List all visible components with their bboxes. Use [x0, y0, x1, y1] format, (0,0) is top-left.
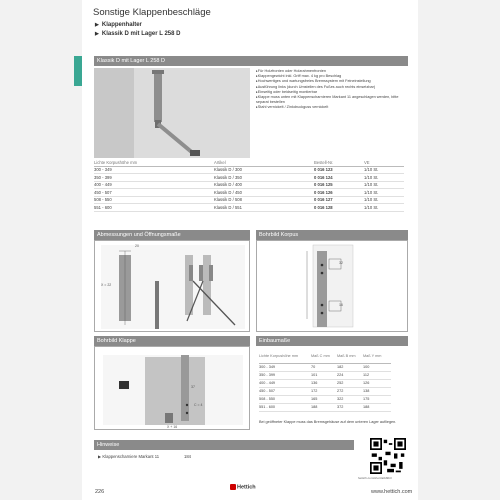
cell: 172: [311, 387, 337, 395]
arrow-icon: ▶: [98, 454, 103, 459]
feature-item: ▸ Für Holzfronten oder Holzrahmenfronten: [256, 69, 412, 74]
cell: 188: [311, 403, 337, 411]
cell: 1/10 St.: [364, 196, 404, 204]
cell: Klassik D / 508: [214, 196, 314, 204]
feature-list: [256, 69, 412, 111]
table-row: [259, 363, 391, 371]
cell: 188: [363, 403, 391, 411]
order-number: 0 016 125: [314, 181, 364, 189]
table-row: [94, 174, 404, 182]
cell: 175: [363, 395, 391, 403]
cell: 136: [311, 379, 337, 387]
col-header: Artikel: [214, 160, 314, 166]
feature-item: ▸ Klappe muss unten mit Klappenscharnieren Markant 11 angeschlagen werden, bitte separat bestellen: [256, 95, 412, 105]
dimensions-drawing: [95, 241, 251, 333]
dimensions-panel: [94, 240, 250, 332]
feature-item: ▸ Klappengewicht inkl. Griff max. 4 kg pro Beschlag: [256, 74, 412, 79]
order-number: 0 016 124: [314, 174, 364, 182]
table-row: [94, 189, 404, 197]
breadcrumb-2-label: Klassik D mit Lager L 258 D: [101, 31, 181, 37]
section-bar-korpus: Bohrbild Korpus: [256, 230, 408, 240]
cell: 1/10 St.: [364, 204, 404, 212]
cell: 1/10 St.: [364, 174, 404, 182]
cell: 350 - 399: [259, 371, 311, 379]
cell: 1/10 St.: [364, 166, 404, 174]
cell: 138: [363, 387, 391, 395]
cell: 322: [337, 395, 363, 403]
arrow-icon: ▶: [95, 31, 99, 37]
order-number: 0 016 123: [314, 166, 364, 174]
cell: 372: [337, 403, 363, 411]
section-bar-dimensions: Abmessungen und Öffnungsmaße: [94, 230, 250, 240]
klappe-drawing: [95, 347, 251, 431]
cell: 450 - 507: [94, 189, 214, 197]
cell: Klassik D / 350: [214, 174, 314, 182]
table-row: [259, 379, 391, 387]
dim-x16: X + 16: [167, 425, 178, 429]
cell: 112: [363, 371, 391, 379]
table-header-row: [259, 354, 391, 363]
cell: 252: [337, 379, 363, 387]
stay-illustration: [94, 68, 250, 158]
dim-16: 16: [339, 303, 343, 307]
cell: 508 - 550: [94, 196, 214, 204]
feature-item: ▸ Ausführung links (durch Umstellen des Fußes auch rechts einsetzbar): [256, 85, 412, 90]
table-row: [259, 371, 391, 379]
col-header: Maß B mm: [337, 354, 363, 363]
cell: 508 - 550: [259, 395, 311, 403]
hint-link[interactable]: Klappenscharniere Markant 11: [102, 454, 160, 459]
cell: 70: [311, 363, 337, 371]
hint-page-ref: 184: [184, 454, 191, 459]
cell: 400 - 449: [94, 181, 214, 189]
brand-logo: [230, 484, 256, 490]
breadcrumb-1-label: Klappenhalter: [101, 22, 142, 28]
cell: 551 - 600: [259, 403, 311, 411]
cell: 272: [337, 387, 363, 395]
cell: 350 - 399: [94, 174, 214, 182]
product-bar: Klassik D mit Lager L 258 D: [94, 56, 408, 66]
cell: Klassik D / 450: [214, 189, 314, 197]
einbau-table: [259, 354, 391, 412]
dim-37: 37: [191, 385, 195, 389]
order-number: 0 016 128: [314, 204, 364, 212]
korpus-drawing: [257, 241, 409, 333]
col-header: Bestell-Nr.: [314, 160, 364, 166]
arrow-icon: ▶: [95, 22, 99, 28]
cell: 450 - 507: [259, 387, 311, 395]
dim-c4: C = 4: [194, 403, 203, 407]
table-row: [259, 403, 391, 411]
dim-32: 32: [339, 261, 343, 265]
section-bar-hinweise: Hinweise: [94, 440, 354, 450]
cell: 182: [337, 363, 363, 371]
section-bar-einbau: Einbaumaße: [256, 336, 408, 346]
dim-x22: X = 22: [101, 283, 112, 287]
page-title: Sonstige Klappenbeschläge: [93, 7, 211, 18]
cell: 100: [363, 363, 391, 371]
table-row: [94, 181, 404, 189]
feature-item: ▸ Einseitig oder beidseitig montierbar: [256, 90, 412, 95]
hint-item: [98, 454, 191, 459]
order-number: 0 016 127: [314, 196, 364, 204]
korpus-panel: [256, 240, 408, 332]
cell: 224: [337, 371, 363, 379]
klappe-panel: [94, 346, 250, 430]
logo-mark-icon: [230, 484, 236, 490]
table-row: [259, 387, 391, 395]
chapter-tab: [74, 56, 82, 86]
breadcrumb-1: [95, 22, 142, 28]
cell: 101: [311, 371, 337, 379]
page-number: 226: [95, 489, 105, 495]
cell: 126: [363, 379, 391, 387]
cell: 300 - 349: [94, 166, 214, 174]
col-header: Lichte Korpushöhe mm: [94, 160, 214, 166]
qr-code[interactable]: [370, 438, 406, 474]
cell: 400 - 449: [259, 379, 311, 387]
article-table: [94, 160, 404, 212]
product-photo: [94, 68, 250, 158]
col-header: Maß C mm: [311, 354, 337, 363]
brand-name: Hettich: [237, 484, 256, 491]
order-number: 0 016 126: [314, 189, 364, 197]
table-row: [94, 204, 404, 212]
cell: Klassik D / 551: [214, 204, 314, 212]
table-row: [94, 196, 404, 204]
table-row: [259, 395, 391, 403]
cell: Klassik D / 400: [214, 181, 314, 189]
col-header: Maß Y mm: [363, 354, 391, 363]
cell: 1/10 St.: [364, 181, 404, 189]
cell: 300 - 349: [259, 363, 311, 371]
breadcrumb-2: [95, 31, 180, 37]
einbau-note: Bei geöffneter Klappe muss das Bremsgehäuse auf dem unteren Lager aufliegen.: [259, 420, 397, 424]
col-header: Lichte Korpushöhe mm: [259, 354, 311, 363]
cell: 551 - 600: [94, 204, 214, 212]
cell: Klassik D / 300: [214, 166, 314, 174]
feature-item: ▸ Hochwertiges und wartungsfreies Bremssystem mit Feineinstellung: [256, 79, 412, 84]
dim-20: 20: [135, 244, 139, 248]
feature-item: ▸ Stahl vernickelt / Zinkdruckguss vernickelt: [256, 105, 412, 110]
section-bar-klappe: Bohrbild Klappe: [94, 336, 250, 346]
table-row: [94, 166, 404, 174]
cell: 165: [311, 395, 337, 403]
qr-caption: hettich.com/short/a0d9b3: [358, 476, 392, 480]
website-link[interactable]: www.hettich.com: [371, 489, 413, 495]
cell: 1/10 St.: [364, 189, 404, 197]
col-header: VE: [364, 160, 404, 166]
